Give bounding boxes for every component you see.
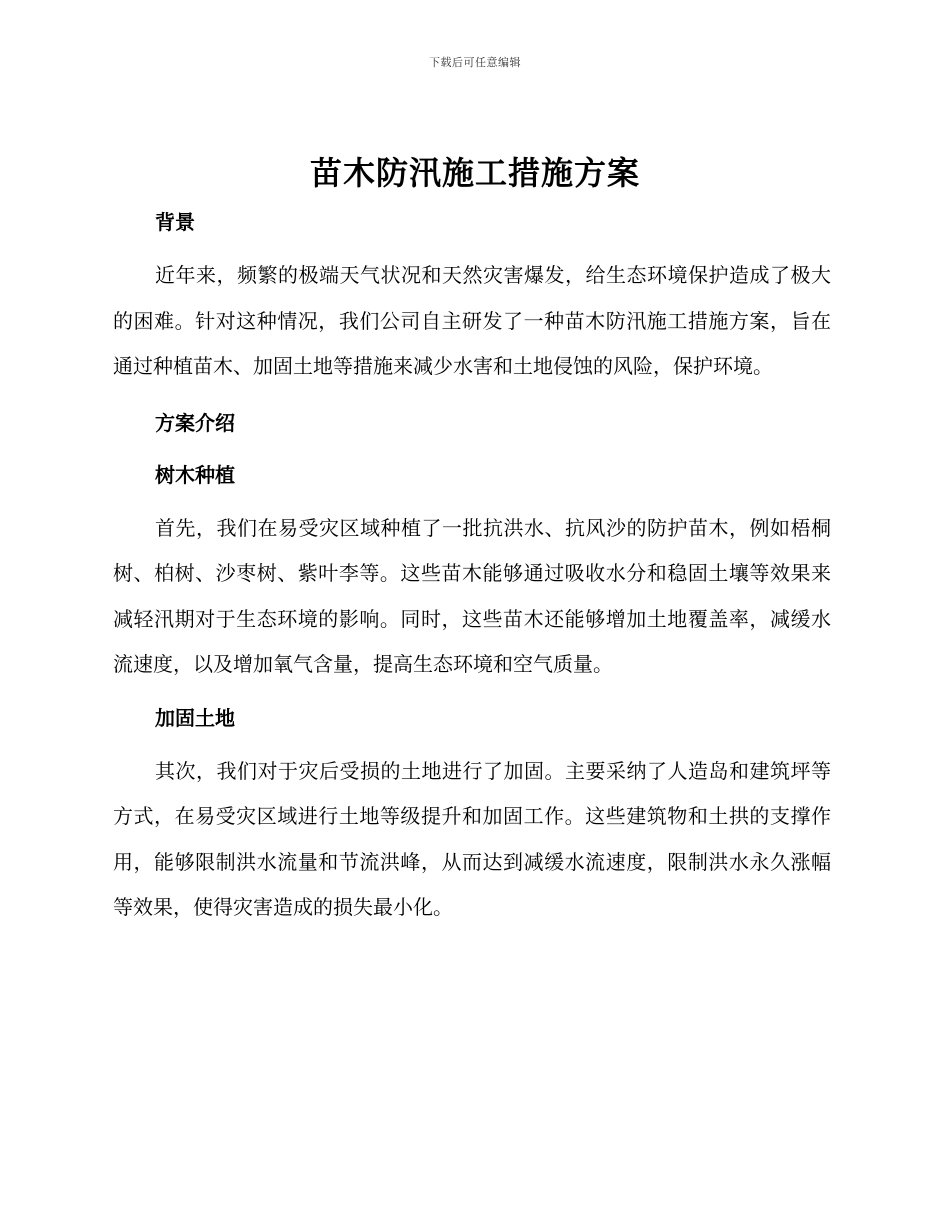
tree-planting-paragraph: 首先，我们在易受灾区域种植了一批抗洪水、抗风沙的防护苗木，例如梧桐树、柏树、沙枣树、紫叶李等。这些苗木能够通过吸收水分和稳固土壤等效果来减轻汛期对于生态环境的影响。同时，这些苗木还能够增加土地覆盖率，减缓水流速度，以及增加氧气含量，提高生态环境和空气质量。 (113, 515, 831, 676)
header-note: 下载后可任意编辑 (429, 56, 521, 69)
soil-reinforcement-paragraph: 其次，我们对于灾后受损的土地进行了加固。主要采纳了人造岛和建筑坪等方式，在易受灾区域进行土地等级提升和加固工作。这些建筑物和土拱的支撑作用，能够限制洪水流量和节流洪峰，从而达到减缓水流速度，限制洪水永久涨幅等效果，使得灾害造成的损失最小化。 (113, 758, 831, 919)
background-heading: 背景 (155, 210, 195, 234)
document-body (113, 203, 831, 931)
document-title: 苗木防汛施工措施方案 (309, 154, 640, 192)
tree-planting-heading: 树木种植 (155, 462, 235, 487)
background-paragraph: 近年来，频繁的极端天气状况和天然灾害爆发，给生态环境保护造成了极大的困难。针对这种情况，我们公司自主研发了一种苗木防汛施工措施方案，旨在通过种植苗木、加固土地等措施来减少水害和土地侵蚀的风险，保护环境。 (113, 263, 831, 378)
soil-reinforcement-heading: 加固土地 (155, 705, 235, 730)
plan-heading: 方案介绍 (155, 410, 235, 435)
